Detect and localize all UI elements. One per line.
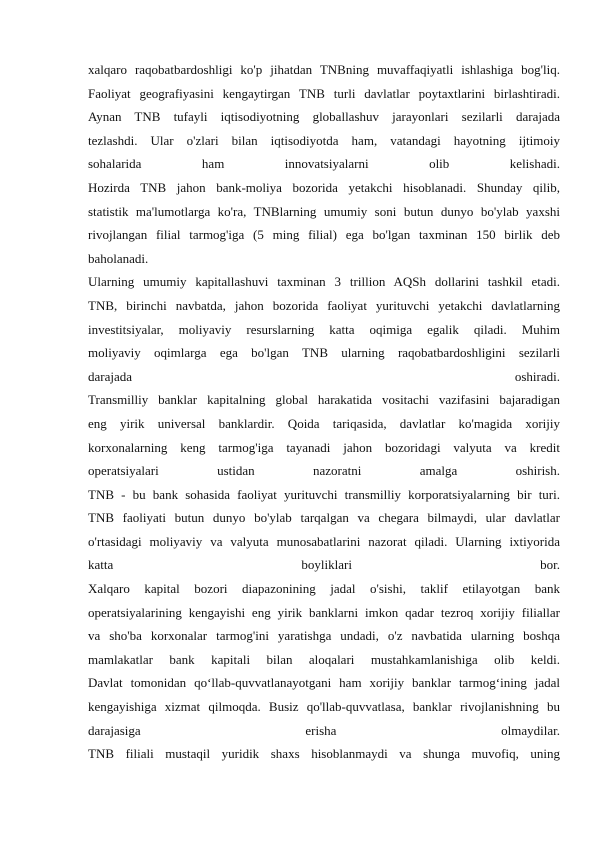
text-line: va sho'ba korxonalar tarmog'ini yaratishga undadi, o'z navbatida ularning boshqa [88, 628, 560, 644]
document-page [88, 58, 560, 766]
text-line: Aynan TNB tufayli iqtisodiyotning globallashuv jarayonlari sezilarli darajada [88, 109, 560, 125]
text-line: xalqaro raqobatbardoshligi ko'p jihatdan TNBning muvaffaqiyatli ishlashiga bog'liq. [88, 62, 560, 77]
text-line: statistik ma'lumotlarga ko'ra, TNBlarning umumiy soni butun dunyo bo'ylab yaxshi [88, 203, 560, 219]
text-line: TNB - bu bank sohasida faoliyat yurituvchi transmilliy korporatsiyalarning bir turi. [88, 486, 560, 502]
text-line: tezlashdi. Ular o'zlari bilan iqtisodiyotda ham, vatandagi hayotning ijtimoiy [88, 132, 560, 148]
text-line: Transmilliy banklar kapitalning global harakatida vositachi vazifasini bajaradigan [88, 392, 560, 408]
text-line: rivojlangan filial tarmog'iga (5 ming filial) ega bo'lgan taxminan 150 birlik deb [88, 227, 560, 243]
text-line: TNB, birinchi navbatda, jahon bozorida faoliyat yurituvchi yetakchi davlatlarning [88, 297, 560, 313]
text-line: TNB faoliyati butun dunyo bo'ylab tarqalgan va chegara bilmaydi, ular davlatlar [88, 510, 560, 526]
text-line: Davlat tomonidan qo‘llab-quvvatlanayotgani ham xorijiy banklar tarmog‘ining jadal [88, 675, 560, 691]
text-line: korxonalarning keng tarmog'iga tayanadi jahon bozoridagi valyuta va kredit [88, 439, 560, 455]
text-line: Hozirda TNB jahon bank-moliya bozorida yetakchi hisoblanadi. Shunday qilib, [88, 179, 560, 195]
text-line: o'rtasidagi moliyaviy va valyuta munosabatlarini nazorat qiladi. Ularning ixtiyorida [88, 533, 560, 549]
text-line: investitsiyalar, moliyaviy resurslarning katta oqimiga egalik qiladi. Muhim [88, 321, 560, 337]
text-line: katta boyliklari bor. [88, 557, 560, 573]
text-line: Ularning umumiy kapitallashuvi taxminan 3 trillion AQSh dollarini tashkil etadi. [88, 274, 560, 290]
text-line: baholanadi. [88, 250, 149, 266]
text-line: TNB filiali mustaqil yuridik shaxs hisoblanmaydi va shunga muvofiq, uning [88, 746, 560, 762]
text-line: Xalqaro kapital bozori diapazonining jadal o'sishi, taklif etilayotgan bank [88, 581, 560, 597]
text-line: operatsiyalari ustidan nazoratni amalga oshirish. [88, 463, 560, 479]
text-line: Faoliyat geografiyasini kengaytirgan TNB turli davlatlar poytaxtlarini birlashtiradi. [88, 85, 560, 101]
text-line: darajasiga erisha olmaydilar. [88, 722, 560, 738]
text-line: operatsiyalarining kengayishi eng yirik banklarni imkon qadar tezroq xorijiy filiallar [88, 604, 560, 620]
text-line: moliyaviy oqimlarga ega bo'lgan TNB ularning raqobatbardoshligini sezilarli [88, 345, 560, 361]
text-line: kengayishiga xizmat qilmoqda. Busiz qo'llab-quvvatlasa, banklar rivojlanishning bu [88, 699, 560, 715]
text-line: eng yirik universal banklardir. Qoida tariqasida, davlatlar ko'magida xorijiy [88, 415, 560, 431]
text-line: mamlakatlar bank kapitali bilan aloqalari mustahkamlanishiga olib keldi. [88, 651, 560, 667]
text-line: sohalarida ham innovatsiyalarni olib kelishadi. [88, 156, 560, 172]
text-line: darajada oshiradi. [88, 368, 560, 384]
